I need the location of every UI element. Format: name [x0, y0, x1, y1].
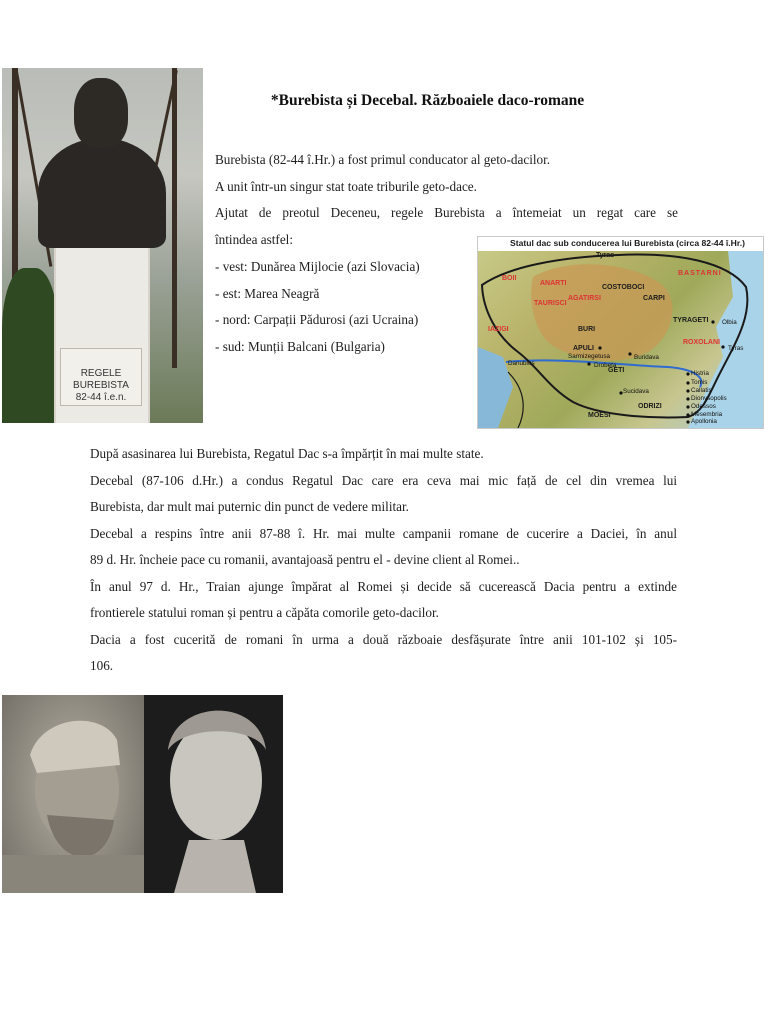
map-label-apollonia: Apollonia [691, 418, 717, 425]
intro-line: A unit într-un singur stat toate triburile geto-dace. [215, 178, 477, 194]
map-label-boii: BOII [502, 275, 517, 282]
map-label-agatirsi: AGATIRSI [568, 295, 601, 302]
map-label-odessos: Odessos [691, 403, 716, 410]
body-line: Burebista, dar mult mai puternic din punct de vedere militar. [90, 499, 409, 514]
map-label-callatis: Callatis [691, 387, 712, 394]
body-line: 106. [90, 658, 114, 673]
traian-bust-photo [144, 695, 283, 893]
body-line: frontierele statului roman și pentru a căpăta comorile geto-dacilor. [90, 605, 439, 620]
page-title: *Burebista și Decebal. Războaiele daco-romane [270, 92, 585, 109]
map-label-bastarni: BASTARNI [678, 270, 722, 277]
intro-line: Burebista (82-44 î.Hr.) a fost primul conducator al geto-dacilor. [215, 152, 551, 167]
map-label-geti: GETI [608, 367, 625, 374]
intro-line: întindea astfel: [215, 231, 293, 247]
map-label-olbia: Olbia [722, 319, 737, 326]
map-title: Statul dac sub conducerea lui Burebista (circa 82-44 î.Hr.) [510, 238, 745, 248]
map-label-buridava: Buridava [634, 354, 659, 361]
body-line: Dacia a fost cucerită de romani în urma a două războaie desfășurate între anii 101-102 și 105- [90, 631, 677, 647]
dacian-kingdom-map [477, 236, 764, 429]
border-item: - nord: Carpații Pădurosi (azi Ucraina) [215, 312, 419, 327]
map-label-drobeta: Drobeta [594, 362, 617, 369]
decebal-relief-photo [2, 695, 144, 893]
map-label-iazigi: IAZIGI [488, 326, 509, 333]
border-item: - vest: Dunărea Mijlocie (azi Slovacia) [215, 259, 420, 274]
border-item: - sud: Munții Balcani (Bulgaria) [215, 338, 385, 354]
map-label-dionysopolis: Dionysopolis [691, 395, 727, 402]
map-label-tyras: Tyras [728, 345, 744, 352]
map-label-tyras-top: Tyras [596, 252, 615, 259]
plaque-line-1: REGELE BUREBISTA [73, 368, 129, 391]
body-line: În anul 97 d. Hr., Traian ajunge împărat al Romei și decide să cucerească Dacia pentru a extinde [90, 578, 677, 594]
map-label-carpi: CARPI [643, 295, 665, 302]
traian-bust-drawing [144, 695, 283, 893]
intro-line: Ajutat de preotul Deceneu, regele Burebista a întemeiat un regat care se [215, 205, 678, 220]
map-label-mesembria: Mesembria [691, 411, 723, 418]
body-line: Decebal (87-106 d.Hr.) a condus Regatul Dac care era ceva mai mic față de cel din vremea lui [90, 472, 677, 488]
border-item: - est: Marea Neagră [215, 285, 320, 301]
body-text [90, 441, 677, 680]
map-label-tyrageti: TYRAGETI [673, 317, 709, 324]
body-line: După asasinarea lui Burebista, Regatul Dac s-a împărțit în mai multe state. [90, 446, 484, 461]
plaque-line-2: 82-44 î.e.n. [75, 392, 127, 403]
map-label-moesi: MOESI [588, 412, 611, 419]
map-label-danubius: Danubius [508, 360, 535, 367]
map-label-anarti: ANARTI [540, 280, 567, 287]
map-label-sucidava: Sucidava [623, 388, 649, 395]
body-line: Decebal a respins între anii 87-88 î. Hr. mai multe campanii romane de cucerire a Daciei, în anul [90, 525, 677, 541]
map-label-sarmizegetusa: Sarmizegetusa [568, 353, 610, 360]
borders-list [215, 254, 465, 360]
decebal-relief-drawing [2, 695, 144, 893]
body-line: 89 d. Hr. încheie pace cu romanii, avantajoasă pentru el - devine client al Romei.. [90, 552, 520, 567]
map-label-histria: Histria [691, 370, 709, 377]
map-label-taurisci: TAURISCI [534, 300, 567, 307]
map-label-odrizi: ODRIZI [638, 403, 662, 410]
map-label-apuli: APULI [573, 345, 594, 352]
map-label-buri: BURI [578, 326, 596, 333]
burebista-statue-photo [2, 68, 203, 423]
map-label-roxolani: ROXOLANI [683, 339, 720, 346]
map-label-costoboci: COSTOBOCI [602, 284, 645, 291]
map-label-tomis: Tomis [691, 379, 708, 386]
